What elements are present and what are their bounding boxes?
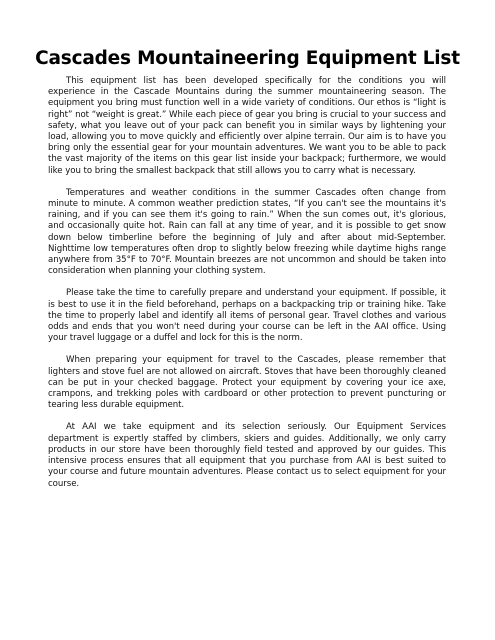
paragraph-equipment-services: At AAI we take equipment and its selection seriously. Our Equipment Services department is expertly staffed by climbers, skiers and guides. Additionally, we only carry products in our store have been thoroughly field tested and approved by our guides. This intensive process ensures that all equipment that you purchase from AAI is best suited to your course and future mountain adventures. Please contact us to select equipment for your course.: [48, 422, 446, 489]
paragraph-preparation: Please take the time to carefully prepare and understand your equipment. If possible, it is best to use it in the field beforehand, perhaps on a backpacking trip or training hike. Take the time to properly label and identify all items of personal gear. Travel clothes and various odds and ends that you won't need during your course can be left in the AAI office. Using your travel luggage or a duffel and lock for this is the norm.: [48, 288, 446, 344]
paragraph-travel: When preparing your equipment for travel to the Cascades, please remember that lighters and stove fuel are not allowed on aircraft. Stoves that have been thoroughly cleaned can be put in your checked baggage. Protect your equipment by covering your ice axe, crampons, and trekking poles with cardboard or other protection to prevent puncturing or tearing less durable equipment.: [48, 355, 446, 411]
paragraph-intro: This equipment list has been developed specifically for the conditions you will experience in the Cascade Mountains during the summer mountaineering season. The equipment you bring must function well in a wide variety of conditions. Our ethos is “light is right” not “weight is great.” While each piece of gear you bring is crucial to your success and safety, what you leave out of your pack can benefit you in similar ways by lightening your load, allowing you to move quickly and efficiently over alpine terrain. Our aim is to have you bring only the essential gear for your mountain adventures. We want you to be able to pack the vast majority of the items on this gear list inside your backpack; furthermore, we would like you to bring the smallest backpack that still allows you to carry what is necessary.: [48, 76, 446, 176]
paragraph-weather: Temperatures and weather conditions in the summer Cascades often change from minute to minute. A common weather prediction states, “If you can't see the mountains it's raining, and if you can see them it's going to rain.” When the sun comes out, it's glorious, and occasionally quite hot. Rain can fall at any time of year, and it is possible to get snow down below timberline before the beginning of July and after about mid-September. Nighttime low temperatures often drop to slightly below freezing while daytime highs range anywhere from 35°F to 70°F. Mountain breezes are not uncommon and should be taken into consideration when planning your clothing system.: [48, 187, 446, 277]
page-title: Cascades Mountaineering Equipment List: [35, 48, 460, 70]
document-body: [48, 76, 446, 501]
